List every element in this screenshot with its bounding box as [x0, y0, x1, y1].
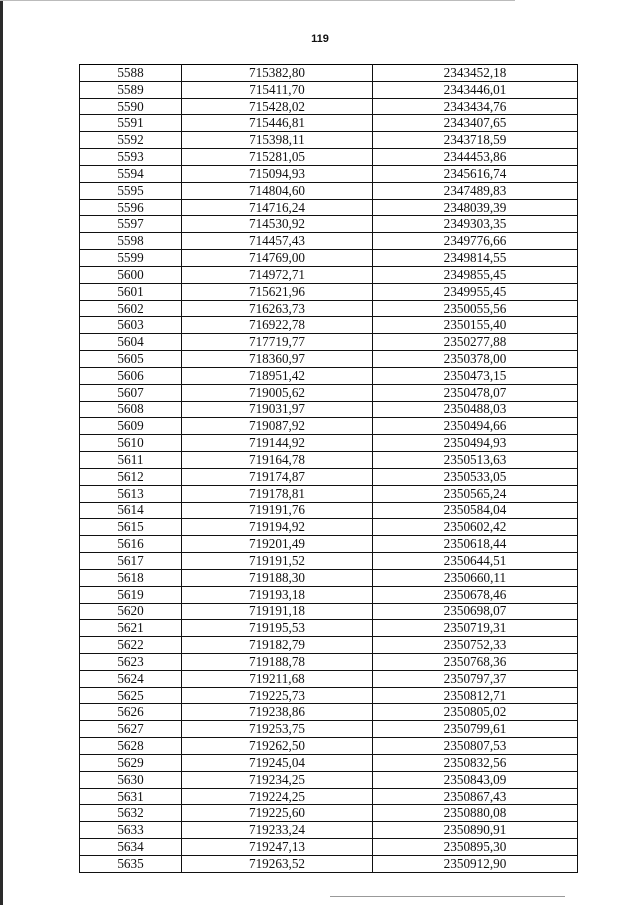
y-coordinate-cell: 2350832,56	[373, 754, 578, 771]
scan-edge-left	[0, 0, 3, 905]
point-number-cell: 5595	[80, 182, 182, 199]
x-coordinate-cell: 715094,93	[182, 165, 373, 182]
point-number-cell: 5614	[80, 502, 182, 519]
table-row	[80, 435, 578, 452]
x-coordinate-cell: 715398,11	[182, 132, 373, 149]
point-number-cell: 5594	[80, 165, 182, 182]
table-row	[80, 317, 578, 334]
x-coordinate-cell: 719193,18	[182, 586, 373, 603]
x-coordinate-cell: 719195,53	[182, 620, 373, 637]
point-number-cell: 5618	[80, 569, 182, 586]
y-coordinate-cell: 2350494,66	[373, 418, 578, 435]
y-coordinate-cell: 2350478,07	[373, 384, 578, 401]
table-row	[80, 384, 578, 401]
table-row	[80, 98, 578, 115]
y-coordinate-cell: 2350797,37	[373, 670, 578, 687]
table-row	[80, 266, 578, 283]
point-number-cell: 5630	[80, 771, 182, 788]
y-coordinate-cell: 2343434,76	[373, 98, 578, 115]
x-coordinate-cell: 714804,60	[182, 182, 373, 199]
y-coordinate-cell: 2349855,45	[373, 266, 578, 283]
point-number-cell: 5592	[80, 132, 182, 149]
y-coordinate-cell: 2343407,65	[373, 115, 578, 132]
x-coordinate-cell: 715411,70	[182, 81, 373, 98]
y-coordinate-cell: 2350565,24	[373, 485, 578, 502]
y-coordinate-cell: 2350660,11	[373, 569, 578, 586]
y-coordinate-cell: 2344453,86	[373, 149, 578, 166]
table-row	[80, 233, 578, 250]
point-number-cell: 5632	[80, 805, 182, 822]
point-number-cell: 5604	[80, 334, 182, 351]
scan-top-line	[0, 0, 515, 1]
table-row	[80, 788, 578, 805]
coordinates-table	[79, 64, 578, 873]
table-row	[80, 569, 578, 586]
table-row	[80, 452, 578, 469]
table-row	[80, 334, 578, 351]
table-row	[80, 704, 578, 721]
point-number-cell: 5615	[80, 519, 182, 536]
table-row	[80, 351, 578, 368]
x-coordinate-cell: 714530,92	[182, 216, 373, 233]
y-coordinate-cell: 2350867,43	[373, 788, 578, 805]
point-number-cell: 5617	[80, 553, 182, 570]
point-number-cell: 5629	[80, 754, 182, 771]
table-row	[80, 754, 578, 771]
x-coordinate-cell: 719031,97	[182, 401, 373, 418]
point-number-cell: 5625	[80, 687, 182, 704]
y-coordinate-cell: 2350055,56	[373, 300, 578, 317]
point-number-cell: 5590	[80, 98, 182, 115]
table-row	[80, 670, 578, 687]
x-coordinate-cell: 719191,18	[182, 603, 373, 620]
table-row	[80, 367, 578, 384]
y-coordinate-cell: 2350698,07	[373, 603, 578, 620]
point-number-cell: 5626	[80, 704, 182, 721]
point-number-cell: 5611	[80, 452, 182, 469]
table-row	[80, 738, 578, 755]
point-number-cell: 5621	[80, 620, 182, 637]
point-number-cell: 5608	[80, 401, 182, 418]
x-coordinate-cell: 719191,52	[182, 553, 373, 570]
point-number-cell: 5591	[80, 115, 182, 132]
table-row	[80, 721, 578, 738]
point-number-cell: 5613	[80, 485, 182, 502]
point-number-cell: 5607	[80, 384, 182, 401]
table-row	[80, 771, 578, 788]
table-row	[80, 165, 578, 182]
y-coordinate-cell: 2350513,63	[373, 452, 578, 469]
point-number-cell: 5619	[80, 586, 182, 603]
y-coordinate-cell: 2350602,42	[373, 519, 578, 536]
x-coordinate-cell: 715621,96	[182, 283, 373, 300]
y-coordinate-cell: 2350719,31	[373, 620, 578, 637]
x-coordinate-cell: 719247,13	[182, 839, 373, 856]
table-row	[80, 519, 578, 536]
y-coordinate-cell: 2349776,66	[373, 233, 578, 250]
x-coordinate-cell: 719225,73	[182, 687, 373, 704]
table-row	[80, 855, 578, 872]
table-row	[80, 603, 578, 620]
point-number-cell: 5597	[80, 216, 182, 233]
x-coordinate-cell: 715281,05	[182, 149, 373, 166]
x-coordinate-cell: 717719,77	[182, 334, 373, 351]
table-row	[80, 637, 578, 654]
x-coordinate-cell: 719005,62	[182, 384, 373, 401]
x-coordinate-cell: 715428,02	[182, 98, 373, 115]
table-row	[80, 182, 578, 199]
x-coordinate-cell: 719178,81	[182, 485, 373, 502]
y-coordinate-cell: 2350533,05	[373, 468, 578, 485]
table-row	[80, 822, 578, 839]
table-row	[80, 300, 578, 317]
x-coordinate-cell: 719233,24	[182, 822, 373, 839]
table-row	[80, 418, 578, 435]
y-coordinate-cell: 2350768,36	[373, 653, 578, 670]
table-row	[80, 216, 578, 233]
point-number-cell: 5598	[80, 233, 182, 250]
y-coordinate-cell: 2350473,15	[373, 367, 578, 384]
y-coordinate-cell: 2350895,30	[373, 839, 578, 856]
y-coordinate-cell: 2350618,44	[373, 536, 578, 553]
x-coordinate-cell: 719188,78	[182, 653, 373, 670]
table-row	[80, 199, 578, 216]
point-number-cell: 5603	[80, 317, 182, 334]
y-coordinate-cell: 2350155,40	[373, 317, 578, 334]
x-coordinate-cell: 718360,97	[182, 351, 373, 368]
y-coordinate-cell: 2350807,53	[373, 738, 578, 755]
table-row	[80, 586, 578, 603]
x-coordinate-cell: 719201,49	[182, 536, 373, 553]
x-coordinate-cell: 719245,04	[182, 754, 373, 771]
page-number: 119	[311, 33, 329, 45]
point-number-cell: 5623	[80, 653, 182, 670]
x-coordinate-cell: 714716,24	[182, 199, 373, 216]
table-row	[80, 620, 578, 637]
x-coordinate-cell: 719188,30	[182, 569, 373, 586]
point-number-cell: 5622	[80, 637, 182, 654]
table-row	[80, 132, 578, 149]
table-row	[80, 115, 578, 132]
point-number-cell: 5635	[80, 855, 182, 872]
table-row	[80, 250, 578, 267]
point-number-cell: 5605	[80, 351, 182, 368]
point-number-cell: 5634	[80, 839, 182, 856]
point-number-cell: 5593	[80, 149, 182, 166]
point-number-cell: 5589	[80, 81, 182, 98]
point-number-cell: 5620	[80, 603, 182, 620]
x-coordinate-cell: 719253,75	[182, 721, 373, 738]
point-number-cell: 5602	[80, 300, 182, 317]
point-number-cell: 5628	[80, 738, 182, 755]
point-number-cell: 5624	[80, 670, 182, 687]
table-row	[80, 653, 578, 670]
x-coordinate-cell: 714457,43	[182, 233, 373, 250]
point-number-cell: 5616	[80, 536, 182, 553]
x-coordinate-cell: 719234,25	[182, 771, 373, 788]
y-coordinate-cell: 2343452,18	[373, 65, 578, 82]
x-coordinate-cell: 718951,42	[182, 367, 373, 384]
point-number-cell: 5627	[80, 721, 182, 738]
table-row	[80, 485, 578, 502]
y-coordinate-cell: 2350378,00	[373, 351, 578, 368]
table-row	[80, 283, 578, 300]
x-coordinate-cell: 716922,78	[182, 317, 373, 334]
x-coordinate-cell: 719174,87	[182, 468, 373, 485]
x-coordinate-cell: 719211,68	[182, 670, 373, 687]
point-number-cell: 5633	[80, 822, 182, 839]
y-coordinate-cell: 2350890,91	[373, 822, 578, 839]
table-row	[80, 536, 578, 553]
x-coordinate-cell: 714769,00	[182, 250, 373, 267]
y-coordinate-cell: 2350805,02	[373, 704, 578, 721]
table-row	[80, 401, 578, 418]
table-row	[80, 81, 578, 98]
x-coordinate-cell: 719263,52	[182, 855, 373, 872]
y-coordinate-cell: 2343718,59	[373, 132, 578, 149]
table-row	[80, 65, 578, 82]
y-coordinate-cell: 2350843,09	[373, 771, 578, 788]
y-coordinate-cell: 2343446,01	[373, 81, 578, 98]
point-number-cell: 5596	[80, 199, 182, 216]
point-number-cell: 5610	[80, 435, 182, 452]
table-row	[80, 839, 578, 856]
x-coordinate-cell: 719194,92	[182, 519, 373, 536]
x-coordinate-cell: 719164,78	[182, 452, 373, 469]
x-coordinate-cell: 719238,86	[182, 704, 373, 721]
y-coordinate-cell: 2350799,61	[373, 721, 578, 738]
y-coordinate-cell: 2350494,93	[373, 435, 578, 452]
point-number-cell: 5631	[80, 788, 182, 805]
point-number-cell: 5601	[80, 283, 182, 300]
point-number-cell: 5606	[80, 367, 182, 384]
table-row	[80, 553, 578, 570]
point-number-cell: 5612	[80, 468, 182, 485]
y-coordinate-cell: 2350880,08	[373, 805, 578, 822]
x-coordinate-cell: 716263,73	[182, 300, 373, 317]
y-coordinate-cell: 2348039,39	[373, 199, 578, 216]
y-coordinate-cell: 2349955,45	[373, 283, 578, 300]
x-coordinate-cell: 719224,25	[182, 788, 373, 805]
y-coordinate-cell: 2350584,04	[373, 502, 578, 519]
x-coordinate-cell: 715446,81	[182, 115, 373, 132]
x-coordinate-cell: 719087,92	[182, 418, 373, 435]
table-row	[80, 687, 578, 704]
y-coordinate-cell: 2350812,71	[373, 687, 578, 704]
point-number-cell: 5600	[80, 266, 182, 283]
x-coordinate-cell: 715382,80	[182, 65, 373, 82]
x-coordinate-cell: 719144,92	[182, 435, 373, 452]
x-coordinate-cell: 719262,50	[182, 738, 373, 755]
y-coordinate-cell: 2349303,35	[373, 216, 578, 233]
y-coordinate-cell: 2350678,46	[373, 586, 578, 603]
x-coordinate-cell: 719225,60	[182, 805, 373, 822]
y-coordinate-cell: 2347489,83	[373, 182, 578, 199]
x-coordinate-cell: 719182,79	[182, 637, 373, 654]
y-coordinate-cell: 2345616,74	[373, 165, 578, 182]
y-coordinate-cell: 2350644,51	[373, 553, 578, 570]
point-number-cell: 5609	[80, 418, 182, 435]
y-coordinate-cell: 2349814,55	[373, 250, 578, 267]
scan-bottom-line	[330, 896, 565, 897]
y-coordinate-cell: 2350488,03	[373, 401, 578, 418]
x-coordinate-cell: 719191,76	[182, 502, 373, 519]
y-coordinate-cell: 2350752,33	[373, 637, 578, 654]
y-coordinate-cell: 2350277,88	[373, 334, 578, 351]
table-row	[80, 502, 578, 519]
table-row	[80, 805, 578, 822]
table-row	[80, 468, 578, 485]
point-number-cell: 5599	[80, 250, 182, 267]
table-row	[80, 149, 578, 166]
x-coordinate-cell: 714972,71	[182, 266, 373, 283]
y-coordinate-cell: 2350912,90	[373, 855, 578, 872]
coordinates-table-body	[80, 65, 578, 873]
point-number-cell: 5588	[80, 65, 182, 82]
